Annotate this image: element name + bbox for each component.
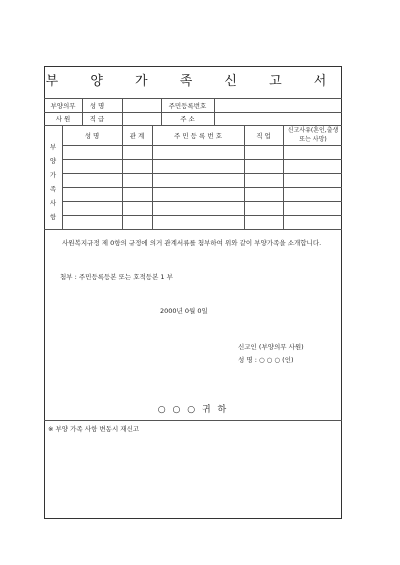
side-char: 사	[49, 199, 57, 207]
header-occupation: 직 업	[256, 132, 271, 140]
grid-line	[62, 173, 342, 174]
rank-label: 직 급	[89, 115, 105, 123]
name-label: 성 명	[89, 102, 105, 110]
header-name: 성 명	[84, 132, 100, 140]
attachment-text: 첨부 : 주민등록등본 또는 호적등본 1 부	[60, 273, 173, 281]
name-field[interactable]	[122, 99, 160, 111]
grid-line	[62, 187, 342, 188]
grid-line	[244, 125, 245, 229]
grid-line	[62, 201, 342, 202]
header-reason: 신고사유(혼인,출생 또는 사망)	[287, 127, 339, 143]
statement-text: 사원복지규정 제 0항의 규정에 의거 관계서류를 첨부하여 위와 같이 부양가족을 소개합니다.	[62, 239, 322, 247]
reporter-text: 신고인 (부양의무 사원)	[238, 343, 304, 351]
address-field[interactable]	[215, 113, 341, 124]
date-text: 2000년 0월 0일	[160, 307, 208, 315]
grid-line	[122, 125, 123, 229]
resident-number-label: 주민등록번호	[168, 102, 207, 110]
side-char: 족	[49, 185, 57, 193]
header-resident-number: 주 민 등 록 번 호	[173, 132, 222, 140]
signature-text: 성 명 : ○ ○ ○ (인)	[238, 356, 294, 364]
grid-line	[62, 159, 342, 160]
grid-line	[283, 125, 284, 229]
side-char: 양	[49, 157, 57, 165]
side-char: 부	[49, 143, 57, 151]
dependency-duty-label: 부양의무	[50, 102, 76, 110]
side-char: 항	[49, 213, 57, 221]
grid-line	[152, 125, 153, 229]
form-title: 부 양 가 족 신 고 서	[45, 74, 341, 89]
side-char: 가	[49, 171, 57, 179]
address-label: 주 소	[180, 115, 195, 123]
grid-line	[62, 215, 342, 216]
grid-line	[62, 125, 63, 229]
dependents-side-label	[44, 140, 62, 224]
grid-line	[44, 229, 342, 230]
resident-number-field[interactable]	[215, 99, 341, 111]
rank-field[interactable]	[122, 113, 160, 124]
note-text: ※ 부양 가족 사항 변동시 재신고	[48, 425, 140, 433]
recipient-text: ○ ○ ○ 귀 하	[157, 405, 229, 415]
employee-label: 사 원	[55, 115, 71, 123]
grid-line	[62, 145, 342, 146]
grid-line	[44, 420, 342, 421]
header-relation: 관 계	[129, 132, 145, 140]
